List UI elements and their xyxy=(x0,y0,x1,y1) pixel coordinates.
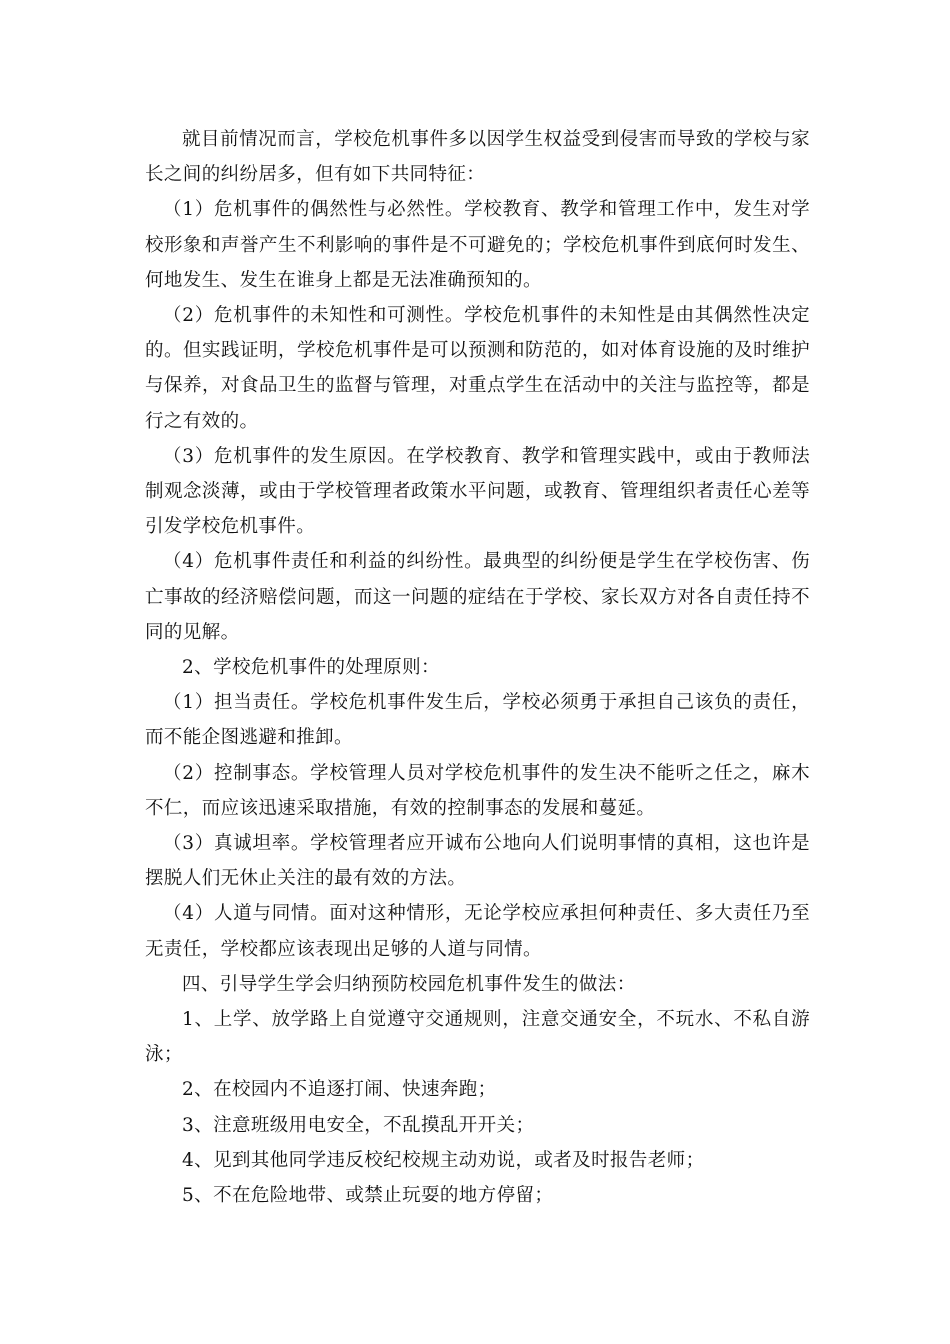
intro-paragraph: 就目前情况而言，学校危机事件多以因学生权益受到侵害而导致的学校与家长之间的纠纷居多，但有如下共同特征： xyxy=(145,129,810,186)
practice-1-item: 1、上学、放学路上自觉遵守交通规则，注意交通安全，不玩水、不私自游泳； xyxy=(145,1009,810,1066)
feature-3-paragraph: （3）危机事件的发生原因。在学校教育、教学和管理实践中，或由于教师法制观念淡薄，或由于学校管理者政策水平问题，或教育、管理组织者责任心差等引发学校危机事件。 xyxy=(145,445,810,538)
feature-1-paragraph: （1）危机事件的偶然性与必然性。学校教育、教学和管理工作中，发生对学校形象和声誉产生不利影响的事件是不可避免的；学校危机事件到底何时发生、何地发生、发生在谁身上都是无法准确预知的。 xyxy=(145,199,810,291)
practice-4-item: 4、见到其他同学违反校纪校规主动劝说，或者及时报告老师； xyxy=(182,1149,705,1171)
document-body xyxy=(145,122,810,1213)
section-4-heading: 四、引导学生学会归纳预防校园危机事件发生的做法： xyxy=(182,973,636,995)
principle-4-paragraph: （4）人道与同情。面对这种情形，无论学校应承担何种责任、多大责任乃至无责任，学校都应该表现出足够的人道与同情。 xyxy=(145,903,810,960)
feature-2-paragraph: （2）危机事件的未知性和可测性。学校危机事件的未知性是由其偶然性决定的。但实践证明，学校危机事件是可以预测和防范的，如对体育设施的及时维护与保养，对食品卫生的监督与管理，对重点学生在活动中的关注与监控等，都是行之有效的。 xyxy=(145,305,810,432)
practice-3-item: 3、注意班级用电安全，不乱摸乱开开关； xyxy=(182,1114,535,1136)
principle-3-paragraph: （3）真诚坦率。学校管理者应开诚布公地向人们说明事情的真相，这也许是摆脱人们无休止关注的最有效的方法。 xyxy=(145,833,810,890)
feature-4-paragraph: （4）危机事件责任和利益的纠纷性。最典型的纠纷便是学生在学校伤害、伤亡事故的经济赔偿问题，而这一问题的症结在于学校、家长双方对各自责任持不同的见解。 xyxy=(145,551,810,643)
practice-2-item: 2、在校园内不追逐打闹、快速奔跑； xyxy=(182,1079,497,1101)
principle-1-paragraph: （1）担当责任。学校危机事件发生后，学校必须勇于承担自己该负的责任，而不能企图逃避和推卸。 xyxy=(145,692,810,749)
principle-2-paragraph: （2）控制事态。学校管理人员对学校危机事件的发生决不能听之任之，麻木不仁，而应该迅速采取措施，有效的控制事态的发展和蔓延。 xyxy=(145,762,810,819)
practice-5-item: 5、不在危险地带、或禁止玩耍的地方停留； xyxy=(182,1185,554,1207)
section-2-heading: 2、学校危机事件的处理原则： xyxy=(182,657,440,679)
